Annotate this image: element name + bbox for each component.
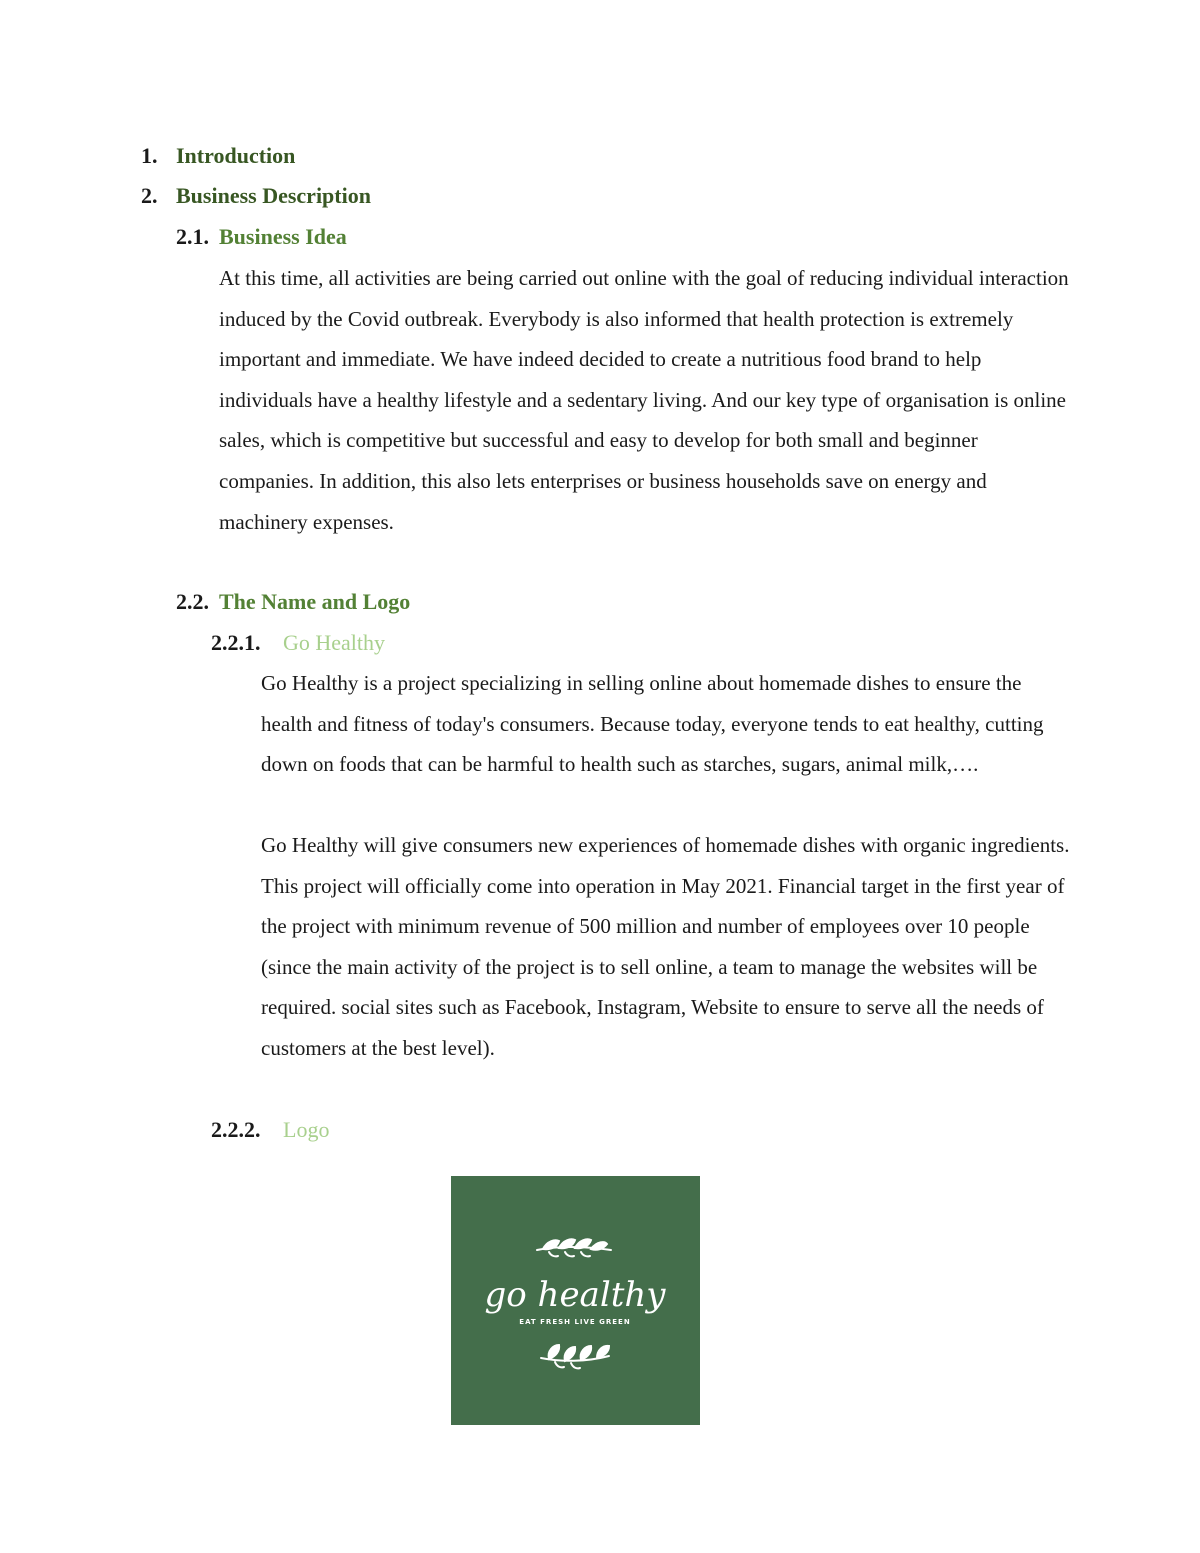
heading-title: Logo: [283, 1117, 330, 1142]
heading-title: Business Description: [176, 183, 371, 208]
heading-number: 2.2.2.: [211, 1117, 261, 1142]
heading-number: 2.1.: [176, 224, 209, 249]
business-idea-paragraph: At this time, all activities are being carried out online with the goal of reducing individual interaction induced by the Covid outbreak. Everybody is also informed that health protection is extremely important and immediate. We have indeed decided to create a nutritious food brand to help individuals have a healthy lifestyle and a sedentary living. And our key type of organisation is online sales, which is competitive but successful and easy to develop for both small and beginner companies. In addition, this also lets enterprises or business households save on energy and machinery expenses.: [219, 266, 1069, 534]
heading-business-description: [141, 181, 371, 211]
logo-wordmark: go healthy: [484, 1275, 666, 1315]
heading-number: 2.2.: [176, 589, 209, 614]
logo-graphic: [451, 1176, 700, 1425]
heading-business-idea: [176, 222, 347, 252]
heading-number: 1.: [141, 143, 158, 168]
heading-number: 2.: [141, 183, 158, 208]
go-healthy-paragraph-1: Go Healthy is a project specializing in selling online about homemade dishes to ensure the health and fitness of today's consumers. Because today, everyone tends to eat healthy, cutting down on foods that can be harmful to health such as starches, sugars, animal milk,….: [261, 671, 1044, 777]
heading-number: 2.2.1.: [211, 630, 261, 655]
heading-title: Introduction: [176, 143, 296, 168]
heading-introduction: [141, 141, 295, 171]
heading-logo: [211, 1115, 329, 1145]
leaf-sprig-top-icon: [537, 1239, 611, 1256]
go-healthy-logo: [451, 1176, 700, 1425]
go-healthy-paragraph-2: Go Healthy will give consumers new experiences of homemade dishes with organic ingredients. This project will officially come into operation in May 2021. Financial target in the first year of the project with minimum revenue of 500 million and number of employees over 10 people (since the main activity of the project is to sell online, a team to manage the websites will be required. social sites such as Facebook, Instagram, Website to ensure to serve all the needs of customers at the best level).: [261, 833, 1070, 1060]
heading-title: Go Healthy: [283, 630, 386, 655]
heading-go-healthy: [211, 628, 385, 658]
logo-tagline: EAT FRESH LIVE GREEN: [519, 1318, 631, 1326]
heading-title: Business Idea: [219, 224, 347, 249]
leaf-sprig-bottom-icon: [541, 1345, 609, 1368]
heading-title: The Name and Logo: [219, 589, 411, 614]
heading-name-and-logo: [176, 587, 410, 617]
